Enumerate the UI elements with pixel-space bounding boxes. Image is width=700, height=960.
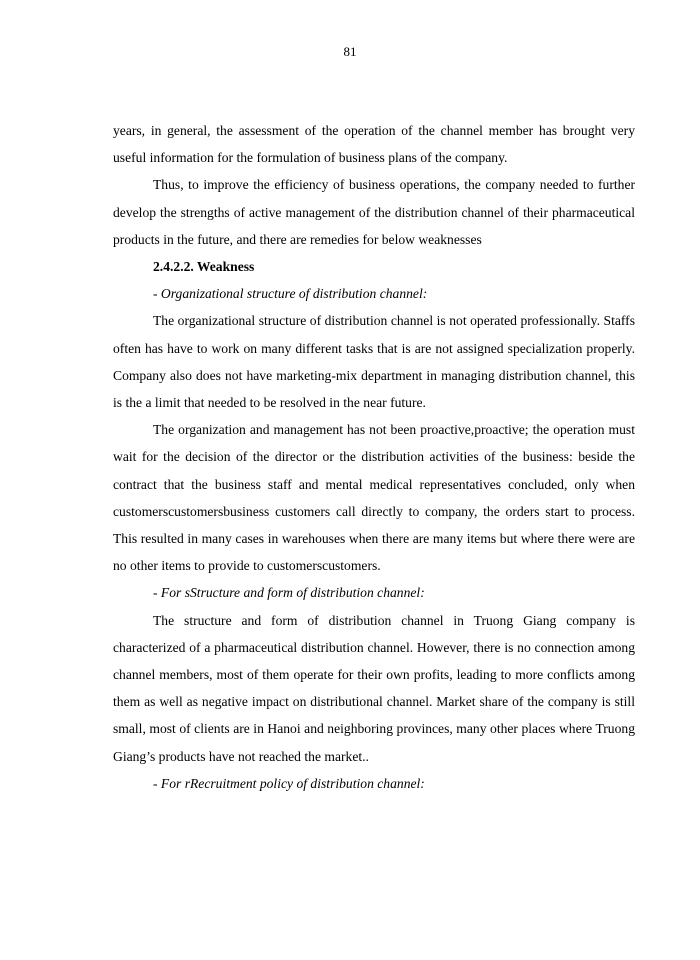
paragraph-efficiency: Thus, to improve the efficiency of business operations, the company needed to further develop the strengths of active management of the distribution channel of their pharmaceutical products in the future, and there are remedies for below weaknesses — [113, 177, 635, 247]
paragraph-organizational-structure: The organizational structure of distribution channel is not operated professionally. Staffs often has have to work on many different tasks that is are not assigned specialization properly. Company also does not have marketing-mix department in managing distribution channel, this is the a limit that needed to be resolved in the near future. — [113, 313, 635, 411]
document-body — [113, 117, 635, 797]
paragraph-structure-form: The structure and form of distribution channel in Truong Giang company is characterized of a pharmaceutical distribution channel. However, there is no connection among channel members, most of them operate for their own profits, leading to more conflicts among them as well as negative impact on distributional channel. Market share of the company is still small, most of clients are in Hanoi and neighboring provinces, many other places where Truong Giang’s products have not reached the market.. — [113, 612, 635, 764]
paragraph-organization-management: The organization and management has not been proactive,proactive; the operation must wait for the decision of the director or the distribution activities of the business: beside the contract that the business staff and mental medical representatives concluded, only when customerscustomersbusiness customers call directly to company, the orders start to process. This resulted in many cases in warehouses when there are many items but where there were are no other items to provide to customerscustomers. — [113, 422, 635, 574]
subheading-recruitment-policy: - For rRecruitment policy of distribution channel: — [153, 775, 425, 791]
subheading-organizational-structure: - Organizational structure of distribution channel: — [153, 286, 428, 302]
subheading-structure-form: - For sStructure and form of distribution channel: — [153, 585, 425, 601]
section-heading-weakness: 2.4.2.2. Weakness — [153, 259, 255, 275]
page-number: 81 — [343, 44, 357, 59]
paragraph-continuation: years, in general, the assessment of the operation of the channel member has brought very useful information for the formulation of business plans of the company. — [113, 123, 635, 166]
